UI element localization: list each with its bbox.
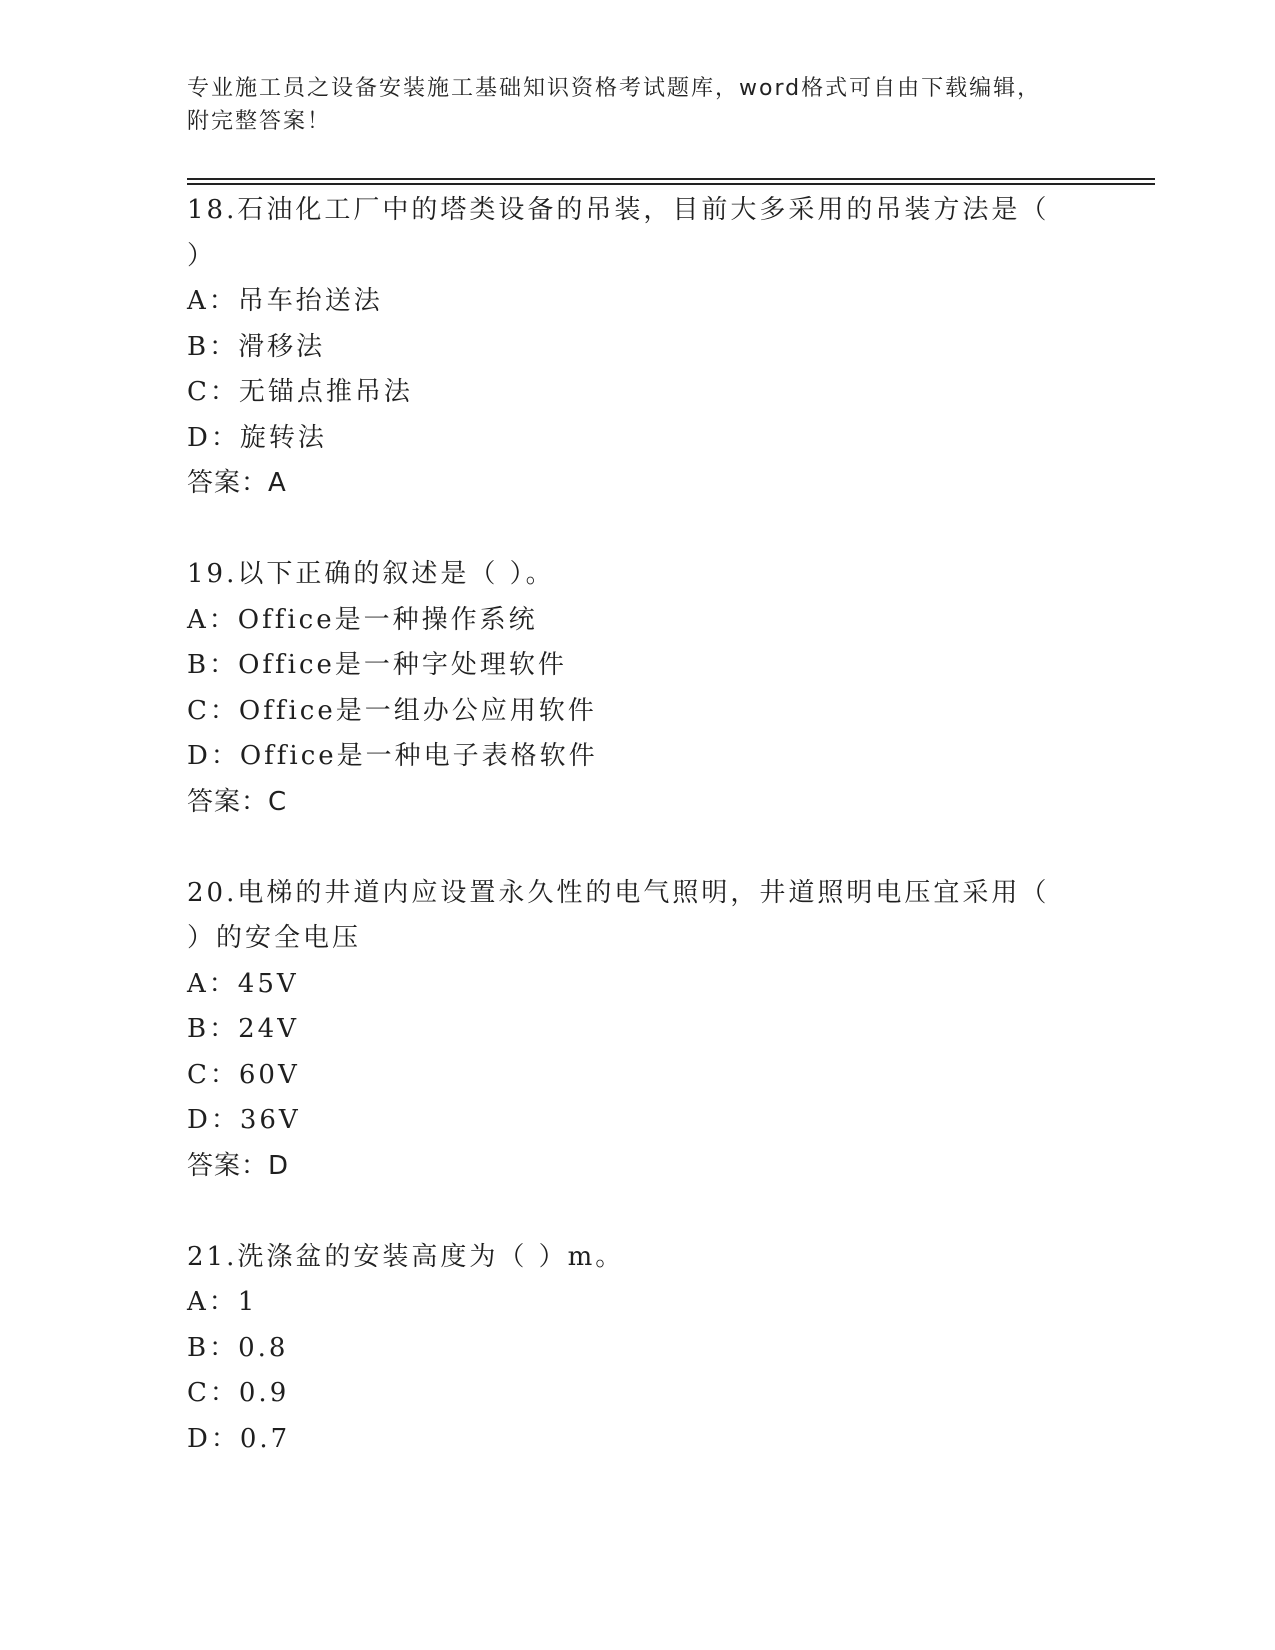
option-c: C：0.9 bbox=[187, 1378, 290, 1408]
option-a: A：45V bbox=[187, 968, 299, 999]
question-20 bbox=[187, 871, 1087, 1190]
option-b: B：24V bbox=[187, 1014, 299, 1044]
option-b: B：0.8 bbox=[187, 1332, 289, 1363]
answer: 答案：A bbox=[187, 468, 287, 498]
header-line-1: 专业施工员之设备安装施工基础知识资格考试题库，word格式可自由下载编辑， bbox=[187, 76, 1042, 101]
option-d: D：0.7 bbox=[187, 1423, 291, 1454]
question-stem: 19.以下正确的叙述是（ ）。 bbox=[187, 559, 555, 589]
option-c: C：Office是一组办公应用软件 bbox=[187, 695, 597, 726]
option-a: A：Office是一种操作系统 bbox=[187, 604, 538, 635]
question-stem: 21.洗涤盆的安装高度为（ ）m。 bbox=[187, 1241, 625, 1272]
answer: 答案：C bbox=[187, 786, 288, 817]
question-stem-continued: ） bbox=[187, 240, 217, 271]
question-19 bbox=[187, 552, 1087, 825]
option-c: C：60V bbox=[187, 1059, 300, 1090]
spacer bbox=[187, 507, 1087, 553]
option-c: C：无锚点推吊法 bbox=[187, 377, 413, 407]
option-b: B：Office是一种字处理软件 bbox=[187, 650, 567, 680]
question-stem: 18.石油化工厂中的塔类设备的吊装，目前大多采用的吊装方法是（ bbox=[187, 195, 1050, 225]
option-d: D：Office是一种电子表格软件 bbox=[187, 741, 598, 771]
header-rule-top bbox=[187, 178, 1155, 180]
option-b: B：滑移法 bbox=[187, 331, 326, 362]
header-line-2: 附完整答案！ bbox=[187, 109, 332, 134]
option-a: A：1 bbox=[187, 1287, 258, 1317]
option-a: A：吊车抬送法 bbox=[187, 286, 383, 316]
document-header bbox=[187, 72, 1087, 138]
question-stem: 20.电梯的井道内应设置永久性的电气照明，井道照明电压宜采用（ bbox=[187, 877, 1050, 908]
answer: 答案：D bbox=[187, 1150, 290, 1181]
spacer bbox=[187, 1189, 1087, 1235]
question-18 bbox=[187, 188, 1087, 507]
header-rule-bottom bbox=[187, 183, 1155, 185]
option-d: D：36V bbox=[187, 1105, 301, 1135]
question-21 bbox=[187, 1235, 1087, 1463]
question-list bbox=[187, 188, 1087, 1462]
question-stem-continued: ）的安全电压 bbox=[187, 923, 362, 953]
option-d: D：旋转法 bbox=[187, 422, 327, 453]
spacer bbox=[187, 825, 1087, 871]
